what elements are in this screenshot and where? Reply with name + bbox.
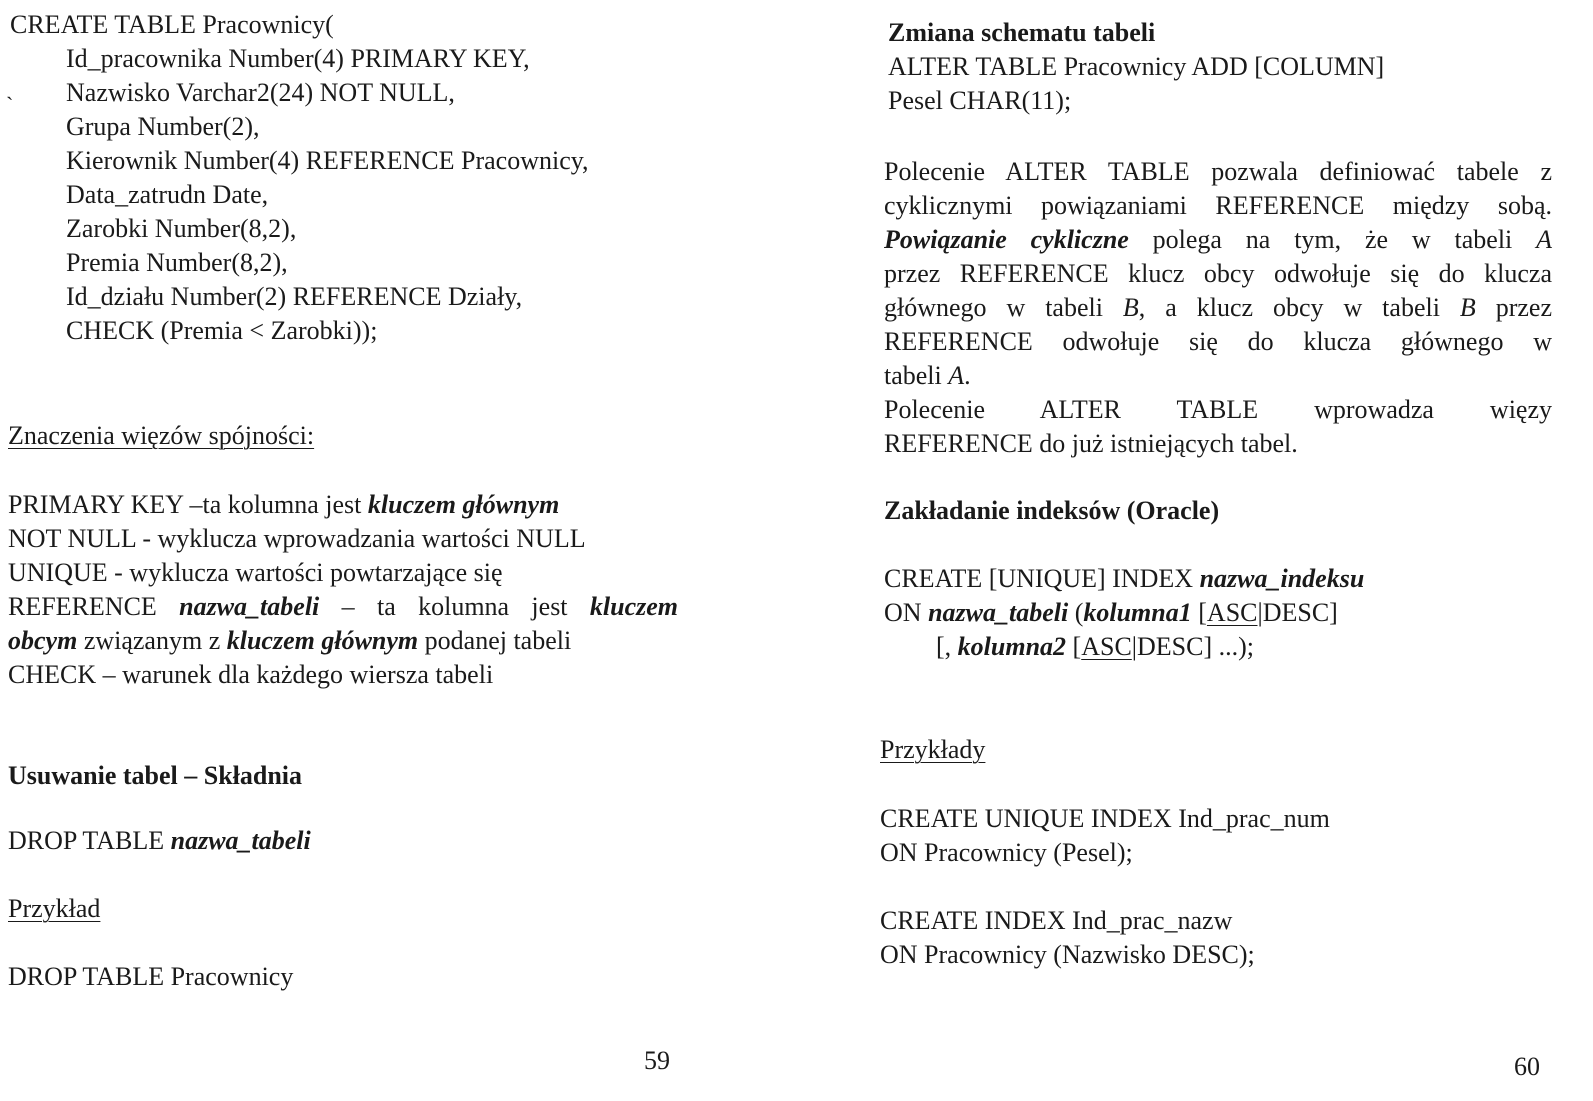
- example-label: Przykład: [8, 894, 101, 923]
- index-example-1: [880, 802, 1330, 870]
- code-line: Premia Number(8,2),: [66, 248, 288, 277]
- create-table-code: [10, 8, 589, 348]
- paragraph-line: tabeli A.: [884, 361, 971, 390]
- syntax-line: CREATE [UNIQUE] INDEX nazwa_indeksu: [884, 564, 1365, 593]
- right-page: [796, 0, 1593, 1101]
- examples-label: Przykłady: [880, 735, 986, 764]
- page-number: 60: [1514, 1052, 1540, 1081]
- code-line: ALTER TABLE Pracownicy ADD [COLUMN]: [888, 52, 1385, 81]
- constraint-unique: UNIQUE - wyklucza wartości powtarzające się: [8, 558, 503, 587]
- alter-heading: Zmiana schematu tabeli: [888, 18, 1156, 47]
- paragraph-line: głównego w tabeli B, a klucz obcy w tabeli B przez: [884, 293, 1552, 322]
- constraints-heading: Znaczenia więzów spójności:: [8, 421, 315, 450]
- alter-code: [888, 50, 1384, 118]
- page-number: 59: [644, 1046, 670, 1075]
- code-line: ON Pracownicy (Pesel);: [880, 838, 1133, 867]
- constraint-pk: PRIMARY KEY –ta kolumna jest kluczem głównym: [8, 490, 560, 519]
- constraint-reference-cont: obcym związanym z kluczem głównym podanej tabeli: [8, 626, 572, 655]
- index-syntax: [884, 562, 1364, 664]
- code-line: Zarobki Number(8,2),: [66, 214, 297, 243]
- code-line: CREATE UNIQUE INDEX Ind_prac_num: [880, 804, 1330, 833]
- code-line: Data_zatrudn Date,: [66, 180, 269, 209]
- code-line: Pesel CHAR(11);: [888, 86, 1072, 115]
- code-line: CREATE TABLE Pracownicy(: [10, 10, 334, 39]
- constraint-reference: REFERENCE nazwa_tabeli – ta kolumna jest kluczem: [8, 592, 678, 621]
- paragraph-line: REFERENCE do już istniejących tabel.: [884, 429, 1298, 458]
- paragraph-line: przez REFERENCE klucz obcy odwołuje się do klucza: [884, 259, 1552, 288]
- syntax-line: ON nazwa_tabeli (kolumna1 [ASC|DESC]: [884, 598, 1338, 627]
- constraints-list: [8, 488, 678, 692]
- drop-example: DROP TABLE Pracownicy: [8, 962, 294, 991]
- paragraph-line: Polecenie ALTER TABLE pozwala definiować tabele z: [884, 157, 1552, 186]
- code-line: Kierownik Number(4) REFERENCE Pracownicy,: [66, 146, 589, 175]
- paragraph-line: REFERENCE odwołuje się do klucza głównego w: [884, 327, 1552, 356]
- cyclic-paragraph: [884, 155, 1552, 461]
- code-line: CHECK (Premia < Zarobki));: [66, 316, 378, 345]
- stray-mark: `: [6, 92, 14, 117]
- code-line: ON Pracownicy (Nazwisko DESC);: [880, 940, 1255, 969]
- paragraph-line: Powiązanie cykliczne polega na tym, że w tabeli A: [884, 225, 1552, 254]
- left-page: [0, 0, 796, 1101]
- drop-syntax: DROP TABLE nazwa_tabeli: [8, 826, 311, 855]
- code-line: Nazwisko Varchar2(24) NOT NULL,: [66, 78, 455, 107]
- paragraph-line: cyklicznymi powiązaniami REFERENCE między sobą.: [884, 191, 1552, 220]
- code-line: Id_działu Number(2) REFERENCE Działy,: [66, 282, 523, 311]
- constraint-not-null: NOT NULL - wyklucza wprowadzania wartości NULL: [8, 524, 586, 553]
- code-line: CREATE INDEX Ind_prac_nazw: [880, 906, 1233, 935]
- code-line: Id_pracownika Number(4) PRIMARY KEY,: [66, 44, 530, 73]
- index-example-2: [880, 904, 1255, 972]
- syntax-line: [, kolumna2 [ASC|DESC] ...);: [936, 632, 1255, 661]
- code-line: Grupa Number(2),: [66, 112, 260, 141]
- index-heading: Zakładanie indeksów (Oracle): [884, 496, 1220, 525]
- constraint-check: CHECK – warunek dla każdego wiersza tabeli: [8, 660, 494, 689]
- paragraph-line: Polecenie ALTER TABLE wprowadza więzy: [884, 395, 1552, 424]
- drop-heading: Usuwanie tabel – Składnia: [8, 761, 303, 790]
